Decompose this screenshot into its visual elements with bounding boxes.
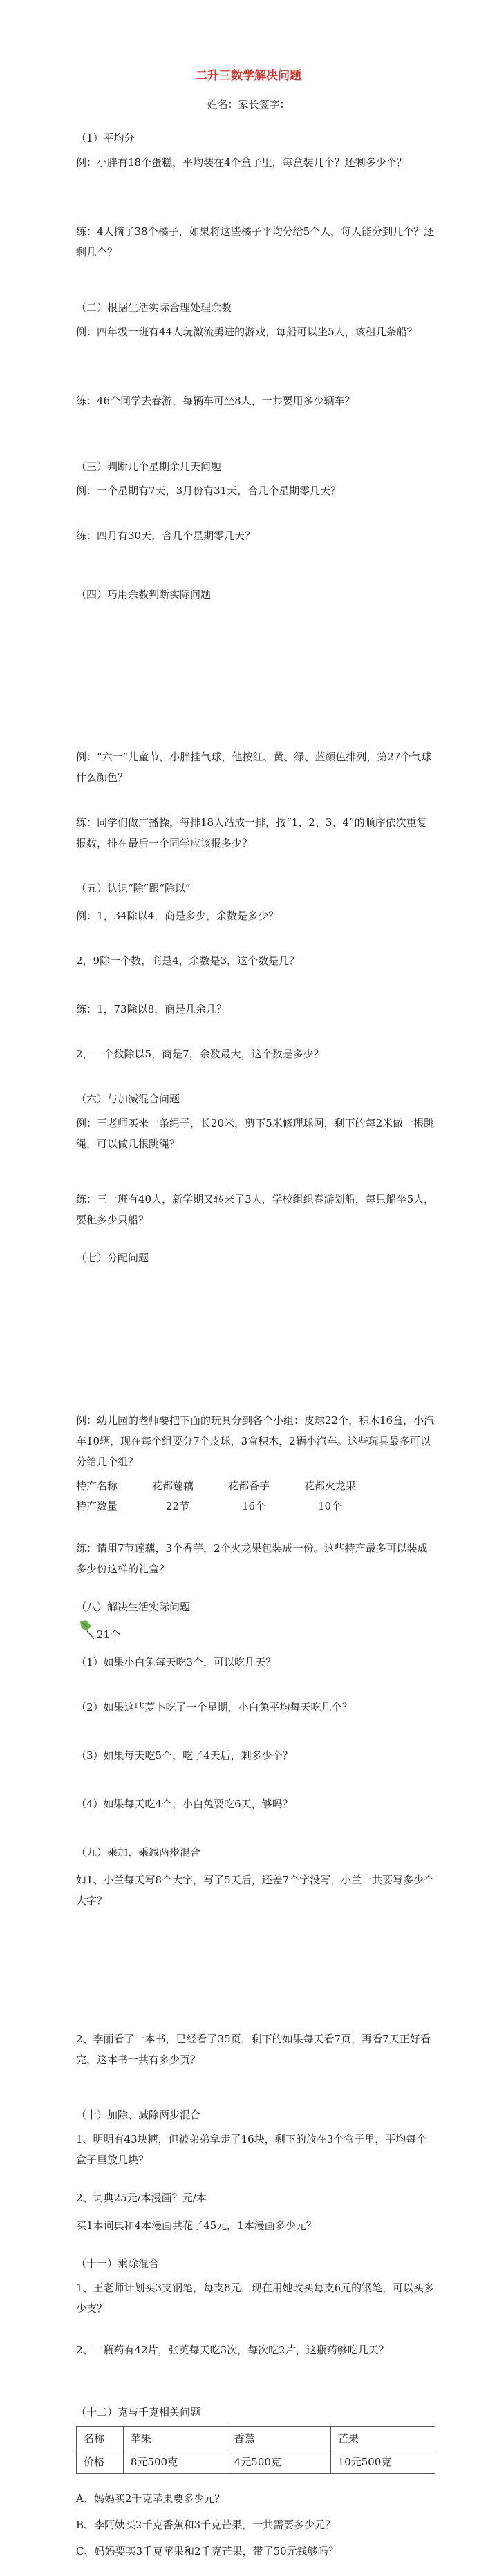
table-header-cell: 苹果 [123,2427,227,2450]
section-6-practice: 练：三一班有40人，新学期又转来了3人，学校组织春游划船，每只船坐5人，要租多少只船？ [76,1193,435,1226]
section-4-heading: （四）巧用余数判断实际问题 [76,588,212,601]
table-header-cell: 芒果 [330,2427,435,2450]
section-8-q4: （4）如果每天吃4个，小白兔要吃6天，够吗？ [76,1798,293,1810]
price-table [76,2426,435,2474]
table-header-cell: 名称 [77,2427,124,2450]
section-1-practice: 练：4人摘了38个橘子，如果将这些橘子平均分给5个人，每人能分到几个？还剩几个？ [76,225,435,258]
section-11-heading: （十一）乘除混合 [76,2257,160,2270]
table-header-cell: 花都香芋 [228,1480,270,1492]
section-8-q3: （3）如果每天吃5个，吃了4天后，剩多少个？ [76,1749,293,1762]
page-subtitle: 姓名：家长签字： [207,98,290,111]
section-12-qa: A、妈妈买2千克苹果要多少元？ [76,2492,225,2505]
section-10-q3: 买1本词典和4本漫画共花了45元，1本漫画多少元？ [76,2219,317,2232]
section-6-example: 例：王老师买来一条绳子，长20米，剪下5米修理球网，剩下的每2米做一根跳绳，可以做几根跳绳？ [76,1117,435,1150]
section-8-heading: （八）解决生活实际问题 [76,1601,191,1613]
section-3-example: 例：一个星期有7天，3月份有31天，合几个星期零几天？ [76,485,341,497]
section-5-heading: （五）认识“除”跟“除以” [76,882,191,894]
section-5-q4: 2，一个数除以5，商是7，余数最大，这个数是多少？ [76,1048,324,1060]
section-11-q1: 1、王老师计划买3支钢笔，每支8元，现在用她改买每支6元的钢笔，可以买多少支？ [76,2282,435,2315]
section-5-q3: 练：1，73除以8，商是几余几？ [76,1003,227,1015]
section-9-heading: （九）乘加、乘减两步混合 [76,1846,201,1859]
section-1-heading: （1）平均分 [76,132,135,144]
section-6-heading: （六）与加减混合问题 [76,1093,180,1105]
carrot-icon [76,1619,95,1641]
table-cell: 4元500克 [227,2450,330,2474]
table-cell: 8元500克 [123,2450,227,2474]
section-12-qb: B、李阿姨买2千克香蕉和3千克芒果，一共需要多少元？ [76,2519,336,2531]
section-12-qc: C、妈妈要买3千克苹果和2千克芒果，带了50元钱够吗？ [76,2545,339,2557]
section-2-heading: （二）根据生活实际合理处理余数 [76,301,232,314]
table-cell: 10元500克 [330,2450,435,2474]
section-7-practice: 练：请用7节莲藕，3个香芋，2个火龙果包装成一份。这些特产最多可以装成多少份这样的礼盒？ [76,1542,428,1575]
section-12-heading: （十二）克与千克相关问题 [76,2406,201,2418]
table-cell: 价格 [77,2450,124,2474]
section-3-practice: 练：四月有30天，合几个星期零几天？ [76,529,256,542]
table-header-cell: 特产名称 [76,1480,118,1492]
table-cell: 22节 [166,1500,190,1512]
section-4-practice: 练：同学们做广播操，每排18人站成一排，按“1、2、3、4”的顺序依次重复报数，排在最后一个同学应该报多少？ [76,816,427,849]
section-7-heading: （七）分配问题 [76,1252,149,1264]
section-3-heading: （三）判断几个星期余几天问题 [76,460,222,473]
table-cell: 10个 [318,1500,342,1512]
section-2-practice: 练：46个同学去春游，每辆车可坐8人，一共要用多少辆车？ [76,395,355,407]
specialty-table [76,1476,380,1516]
section-10-q1: 1、明明有43块糖，但被弟弟拿走了16块，剩下的放在3个盒子里，平均每个盒子里放几块？ [76,2133,427,2166]
section-9-q2: 2、李丽看了一本书，已经看了35页，剩下的如果每天看7页，再看7天正好看完，这本书一共有多少页？ [76,2033,431,2066]
section-9-q1: 如1、小兰每天写8个大字，写了5天后，还差7个字没写，小兰一共要写多少个大字？ [76,1874,435,1907]
carrot-count: 21个 [97,1628,121,1641]
section-5-q2: 2，9除一个数，商是4，余数是3，这个数是几？ [76,955,300,967]
section-1-example: 例：小胖有18个蛋糕，平均装在4个盒子里，每盒装几个？还剩多少个？ [76,156,407,169]
section-2-example: 例：四年级一班有44人玩激流勇进的游戏，每船可以坐5人，该租几条船？ [76,326,418,338]
section-5-q1: 例：1，34除以4，商是多少，余数是多少？ [76,910,279,922]
table-header-cell: 花都火龙果 [304,1480,357,1492]
section-8-q1: （1）如果小白兔每天吃3个，可以吃几天？ [76,1656,276,1668]
table-cell: 16个 [242,1500,266,1512]
page-title: 二升三数学解决问题 [196,69,301,83]
section-11-q2: 2、一瓶药有42片，张英每天吃3次，每次吃2片，这瓶药够吃几天？ [76,2344,389,2356]
section-7-example: 例：幼儿园的老师要把下面的玩具分到各个小组：皮球22个，积木16盒，小汽车10辆，现在每个组要分7个皮球，3盒积木，2辆小汽车。这些玩具最多可以分给几个组？ [76,1414,435,1468]
table-header-cell: 香蕉 [227,2427,330,2450]
section-8-q2: （2）如果这些萝卜吃了一个星期，小白兔平均每天吃几个？ [76,1701,353,1713]
section-10-q2: 2、词典25元/本漫画？元/本 [76,2192,207,2204]
section-10-heading: （十）加除、减除两步混合 [76,2109,201,2121]
table-header-cell: 花都莲藕 [152,1480,194,1492]
table-cell: 特产数量 [76,1500,118,1512]
section-4-example: 例：“六一”儿童节，小胖挂气球，他按红、黄、绿、蓝颜色排列，第27个气球什么颜色？ [76,751,432,784]
